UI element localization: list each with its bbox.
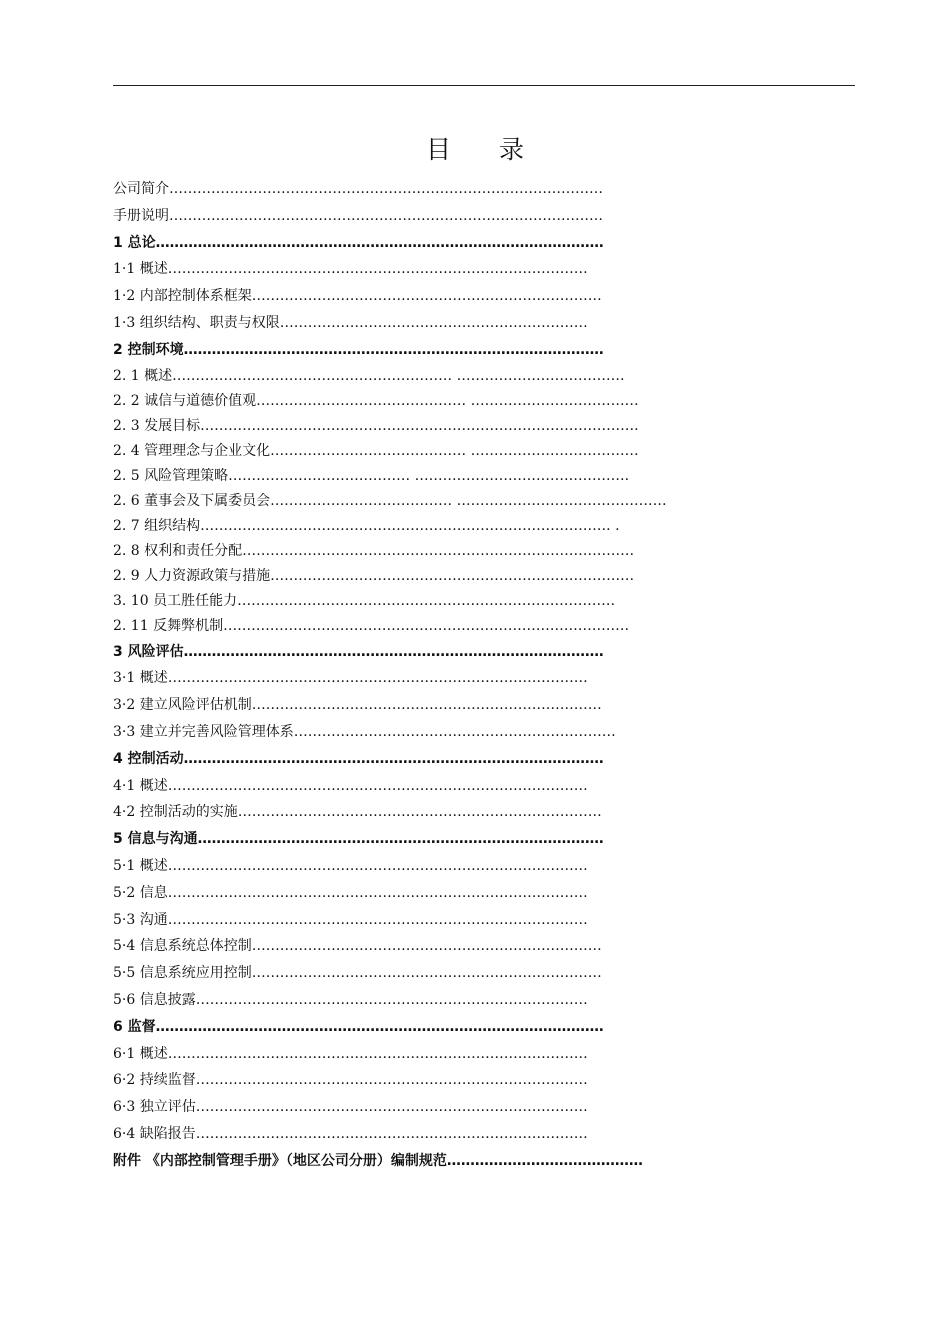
- toc-entry[interactable]: [113, 589, 813, 614]
- toc-dot-leader: ……………………………………………………………………: [237, 804, 602, 821]
- toc-dot-leader: ………………………………………………………………………………: [167, 911, 588, 928]
- toc-entry[interactable]: [113, 464, 813, 489]
- toc-dot-leader: ……………………………………… ………………………………: [256, 392, 639, 409]
- toc-entry[interactable]: [113, 639, 813, 666]
- toc-entry-label: 5 信息与沟通: [113, 831, 198, 848]
- toc-dot-leader: ………………………………………………………………………………: [167, 261, 588, 278]
- toc-dot-leader: ………………………………… ……………………………………….: [228, 467, 630, 484]
- toc-dot-leader: ……………………………………………………………………………………: [155, 1018, 604, 1035]
- toc-entry[interactable]: [113, 826, 813, 853]
- toc-entry-label: 4·2 控制活动的实施: [113, 804, 238, 821]
- toc-entry-label: 2 控制环境: [113, 341, 184, 358]
- toc-entry[interactable]: [113, 1148, 813, 1175]
- toc-entry[interactable]: [113, 880, 813, 907]
- toc-entry[interactable]: [113, 310, 813, 337]
- toc-entry-label: 5·2 信息: [113, 884, 168, 901]
- toc-entry[interactable]: [113, 1121, 813, 1148]
- toc-entry-label: 2. 8 权利和责任分配: [113, 542, 243, 559]
- toc-entry-label: 2. 2 诚信与道德价值观: [113, 392, 257, 409]
- toc-entry-label: 3 风险评估: [113, 643, 184, 660]
- toc-entry[interactable]: [113, 1014, 813, 1041]
- toc-entry[interactable]: [113, 853, 813, 880]
- toc-entry-label: 6·1 概述: [113, 1045, 168, 1062]
- toc-entry-label: 2. 6 董事会及下属委员会: [113, 492, 271, 509]
- toc-dot-leader: …………………………………………………………………………: [195, 1125, 588, 1142]
- toc-entry[interactable]: [113, 256, 813, 283]
- toc-entry[interactable]: [113, 799, 813, 826]
- toc-dot-leader: …………………………………………………………………: [251, 965, 602, 982]
- toc-entry-label: 6 监督: [113, 1018, 156, 1035]
- toc-dot-leader: ………………………………………………………………………………: [167, 777, 588, 794]
- table-of-contents: [113, 176, 813, 1175]
- toc-entry[interactable]: [113, 337, 813, 364]
- toc-entry[interactable]: [113, 746, 813, 773]
- toc-dot-leader: ……………………………………………………………………………: [197, 831, 604, 848]
- toc-entry-label: 2. 1 概述: [113, 367, 173, 384]
- toc-entry-label: 1 总论: [113, 234, 156, 251]
- toc-dot-leader: …………………………………………………………………………: [195, 991, 588, 1008]
- toc-dot-leader: …………………………………………………… ………………………………: [172, 367, 625, 384]
- toc-dot-leader: ………………………………………………………………………: [237, 592, 616, 609]
- toc-entry-label: 6·3 独立评估: [113, 1099, 196, 1116]
- toc-entry[interactable]: [113, 414, 813, 439]
- toc-entry[interactable]: [113, 665, 813, 692]
- toc-dot-leader: ……………………………………………………………: [293, 723, 616, 740]
- toc-entry[interactable]: [113, 539, 813, 564]
- toc-dot-leader: …………………………………………………………………………: [195, 1099, 588, 1116]
- toc-entry-label: 1·2 内部控制体系框架: [113, 288, 252, 305]
- toc-entry-label: 2. 3 发展目标: [113, 417, 201, 434]
- toc-entry-label: 2. 7 组织结构: [113, 517, 201, 534]
- toc-dot-leader: ………………………………………………………………………………: [167, 670, 588, 687]
- header-rule: [113, 85, 855, 86]
- toc-entry[interactable]: [113, 692, 813, 719]
- toc-dot-leader: ………………………………………………………………………………: [167, 884, 588, 901]
- toc-entry[interactable]: [113, 564, 813, 589]
- toc-dot-leader: ………………………………………………………………………………: [167, 1045, 588, 1062]
- toc-dot-leader: …………………………………………………………………: [251, 697, 602, 714]
- toc-entry-label: 5·4 信息系统总体控制: [113, 938, 252, 955]
- toc-entry[interactable]: [113, 907, 813, 934]
- toc-entry[interactable]: [113, 389, 813, 414]
- toc-entry[interactable]: [113, 1041, 813, 1068]
- toc-entry[interactable]: [113, 283, 813, 310]
- toc-entry-label: 5·3 沟通: [113, 911, 168, 928]
- toc-entry-label: 公司简介: [113, 181, 169, 197]
- toc-entry-label: 6·2 持续监督: [113, 1072, 196, 1089]
- toc-entry-label: 2. 5 风险管理策略: [113, 467, 229, 484]
- toc-entry[interactable]: [113, 987, 813, 1014]
- toc-entry-label: 3. 10 员工胜任能力: [113, 592, 238, 609]
- toc-entry[interactable]: [113, 933, 813, 960]
- toc-entry-label: 附件 《内部控制管理手册》（地区公司分册）编制规范: [113, 1152, 447, 1169]
- toc-dot-leader: ………………………………………………………………………………: [183, 341, 604, 358]
- toc-dot-leader: ……………………………………: [446, 1152, 643, 1169]
- toc-entry-label: 2. 4 管理理念与企业文化: [113, 442, 271, 459]
- toc-dot-leader: ……………………………………………………………………………: [223, 617, 630, 634]
- toc-dot-leader: …………………………………………………………………………………: [169, 207, 603, 224]
- toc-entry-label: 4·1 概述: [113, 777, 168, 794]
- toc-entry[interactable]: [113, 719, 813, 746]
- toc-entry[interactable]: [113, 1094, 813, 1121]
- toc-entry-label: 手册说明: [113, 207, 169, 224]
- toc-entry[interactable]: [113, 514, 813, 539]
- toc-dot-leader: ……………………………………………………………………………………: [155, 234, 604, 251]
- toc-entry-label: 6·4 缺陷报告: [113, 1125, 196, 1142]
- toc-entry[interactable]: [113, 230, 813, 257]
- toc-entry[interactable]: [113, 203, 813, 230]
- toc-entry[interactable]: [113, 489, 813, 514]
- toc-entry[interactable]: [113, 176, 813, 203]
- toc-entry-label: 2. 9 人力资源政策与措施: [113, 567, 271, 584]
- toc-dot-leader: ………………………………………………………………………………: [183, 643, 604, 660]
- toc-entry[interactable]: [113, 364, 813, 389]
- toc-entry-label: 5·5 信息系统应用控制: [113, 965, 252, 982]
- toc-entry[interactable]: [113, 614, 813, 639]
- toc-dot-leader: …………………………………………………………………: [251, 288, 602, 305]
- toc-entry-label: 3·3 建立并完善风险管理体系: [113, 723, 294, 740]
- toc-dot-leader: ……………………………………………………………………: [270, 567, 635, 584]
- toc-entry[interactable]: [113, 439, 813, 464]
- toc-entry-label: 1·3 组织结构、职责与权限: [113, 314, 280, 331]
- toc-entry[interactable]: [113, 1067, 813, 1094]
- toc-dot-leader: …………………………………………………………………………: [242, 542, 635, 559]
- toc-entry[interactable]: [113, 773, 813, 800]
- toc-entry-label: 5·1 概述: [113, 857, 168, 874]
- toc-entry-label: 4 控制活动: [113, 750, 184, 767]
- toc-entry-label: 5·6 信息披露: [113, 991, 196, 1008]
- toc-dot-leader: ………………………………… ………………………………………: [270, 492, 667, 509]
- toc-entry-label: 1·1 概述: [113, 261, 168, 278]
- toc-dot-leader: …………………………………………………………………………: [195, 1072, 588, 1089]
- toc-dot-leader: …………………………………………………………………: [251, 938, 602, 955]
- toc-entry-label: 3·2 建立风险评估机制: [113, 697, 252, 714]
- toc-dot-leader: …………………………………………………………………………………: [169, 181, 603, 197]
- toc-dot-leader: ………………………………………………………………………………: [167, 857, 588, 874]
- toc-dot-leader: ……………………………………………………………………………. .: [200, 517, 620, 534]
- page-title: 目 录: [426, 135, 544, 164]
- toc-dot-leader: ………………………………………………………………………………: [183, 750, 604, 767]
- toc-dot-leader: ………………………………………………………………………………….: [200, 417, 639, 434]
- toc-entry-label: 2. 11 反舞弊机制: [113, 617, 224, 634]
- toc-dot-leader: …………………………………………………………: [279, 314, 588, 331]
- toc-dot-leader: …………………………………… ………………………………: [270, 442, 639, 459]
- toc-entry[interactable]: [113, 960, 813, 987]
- toc-entry-label: 3·1 概述: [113, 670, 168, 687]
